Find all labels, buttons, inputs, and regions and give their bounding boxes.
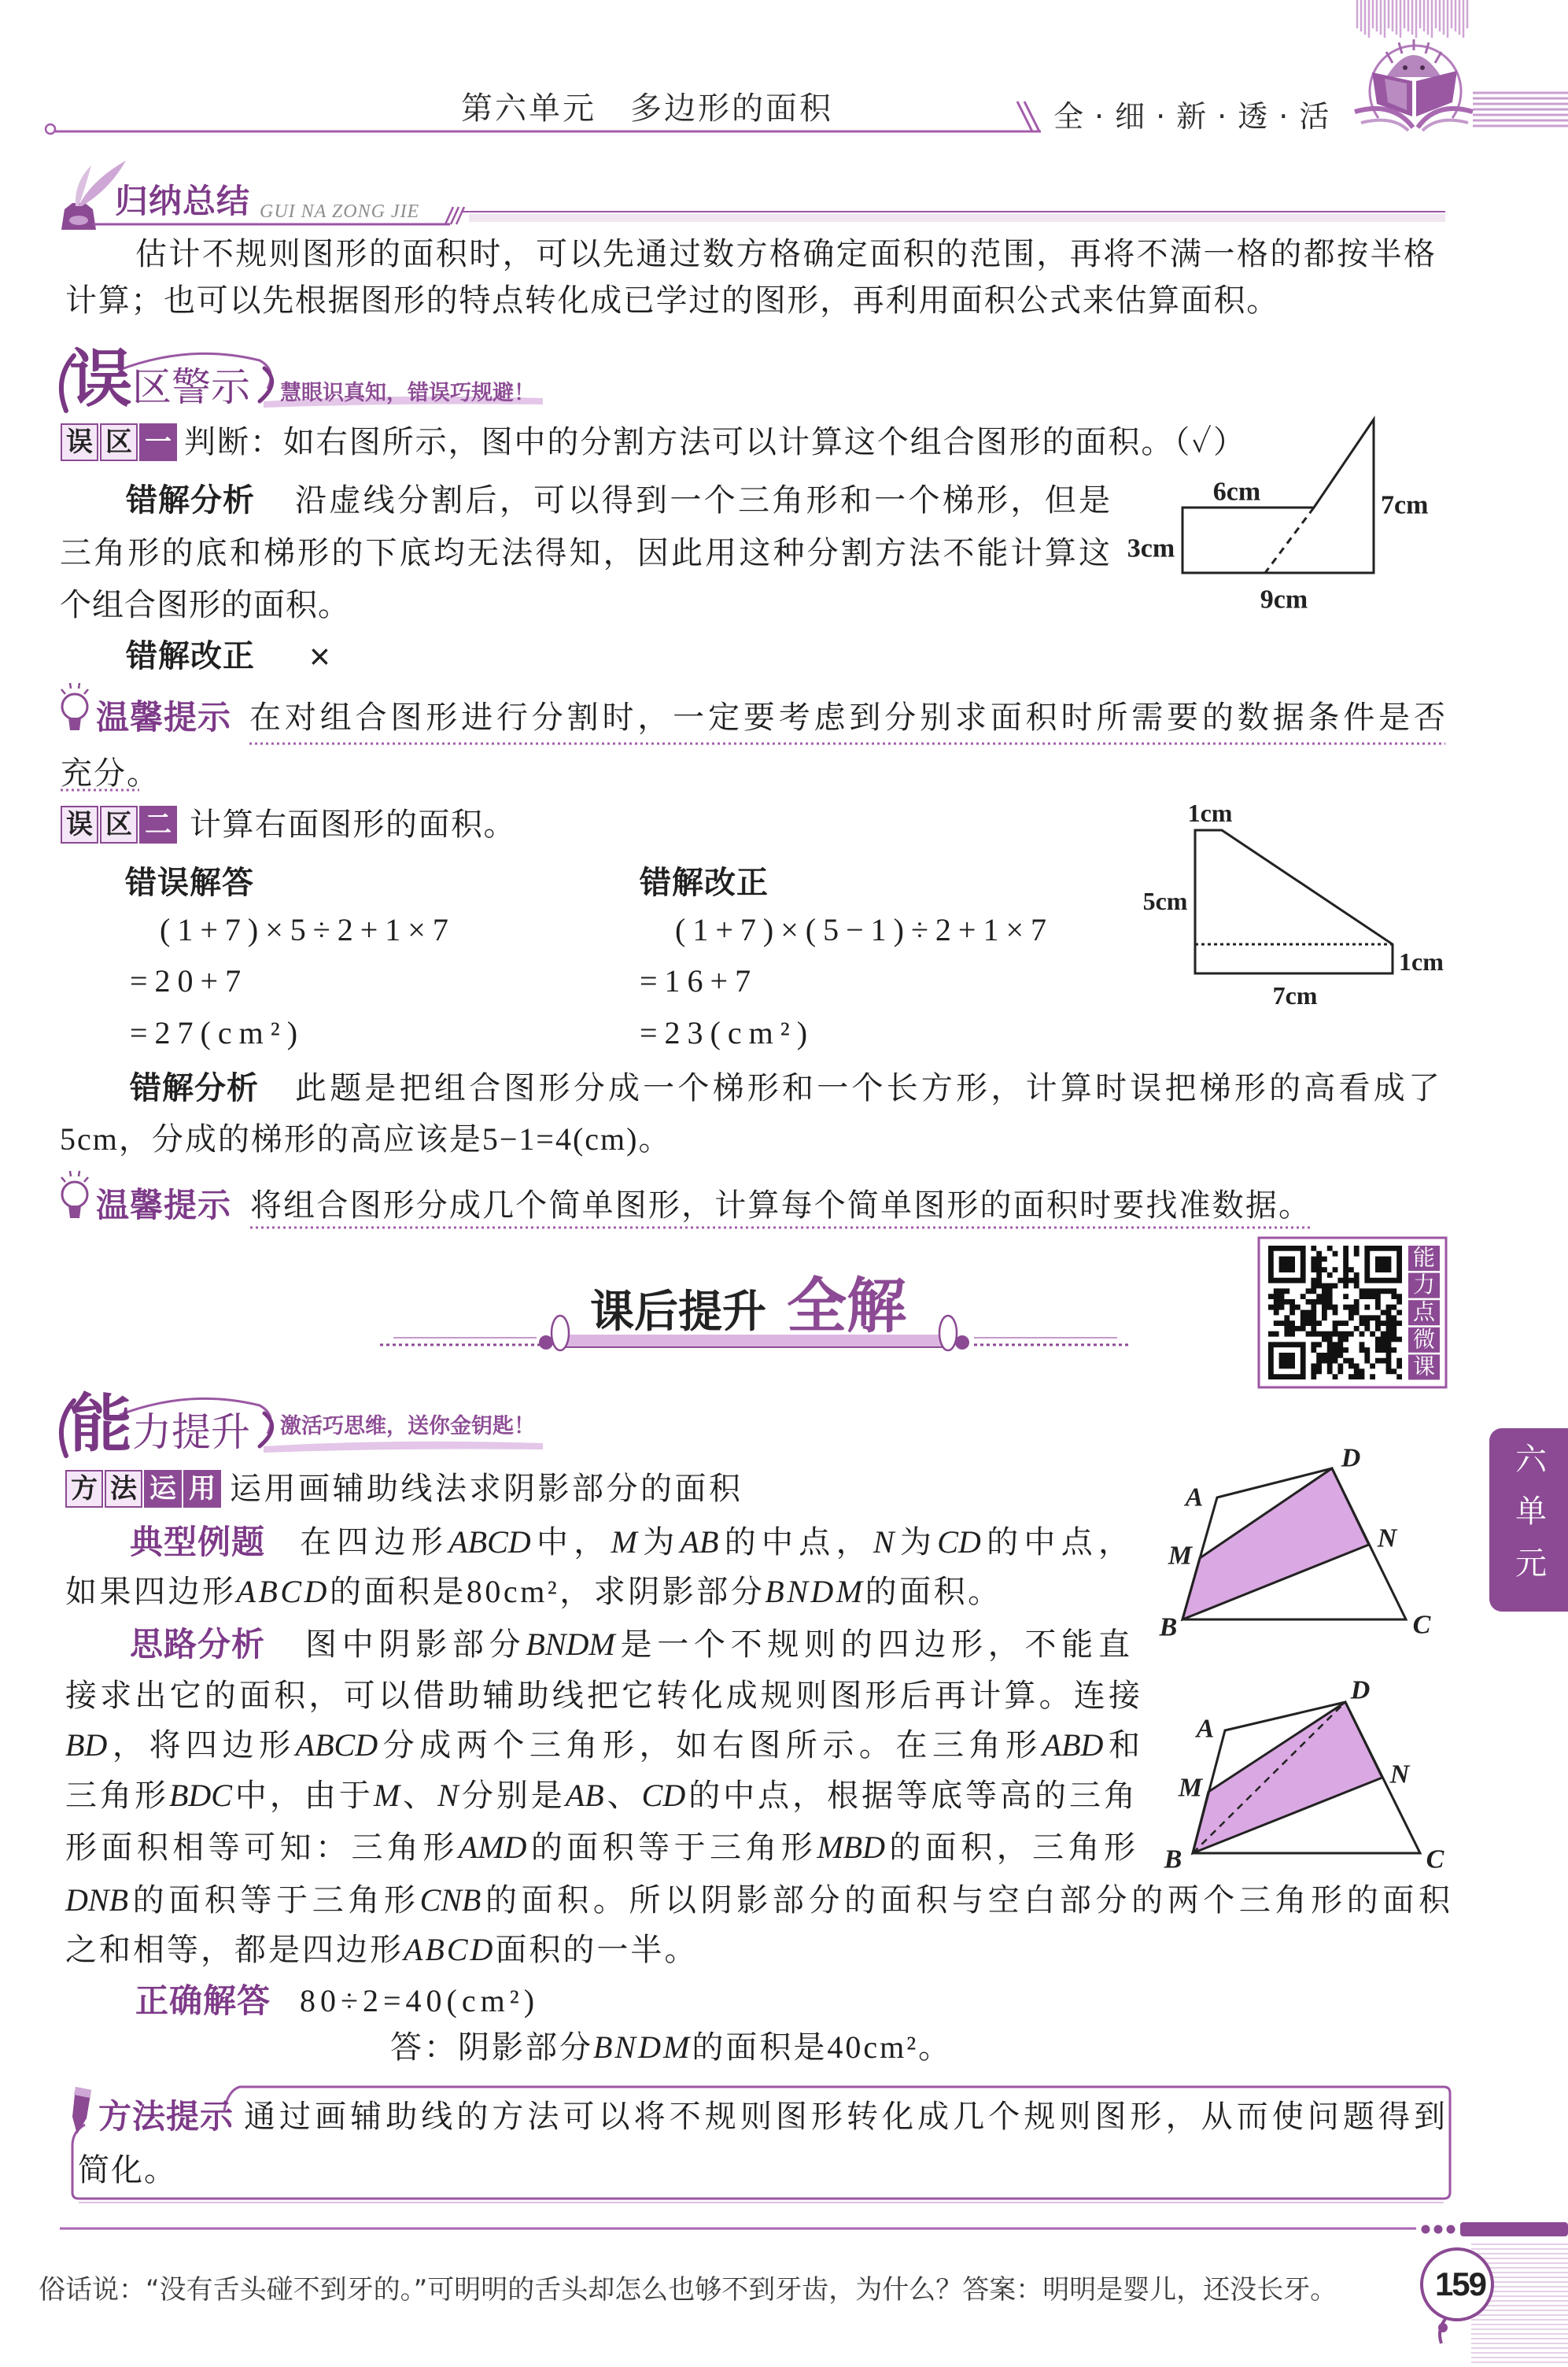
math-variable: ABCD	[404, 1932, 496, 1967]
mistake-1-analysis-line: 沿虚线分割后，可以得到一个三角形和一个梯形，但是	[295, 482, 1110, 518]
analysis-line: 图中阴影部分BNDM是一个不规则的四边形，不能直	[305, 1627, 1131, 1662]
math-variable: N	[873, 1524, 895, 1560]
mistake-2-analysis-label: 错解分析	[130, 1070, 259, 1106]
example-label: 典型例题	[130, 1523, 266, 1561]
label-box: 一	[139, 423, 177, 461]
mistake-1-analysis-line: 三角形的底和梯形的下底均无法得知，因此用这种分割方法不能计算这	[60, 535, 1110, 571]
answer-conclusion: 答：阴影部分BNDM的面积是40cm²。	[390, 2029, 953, 2065]
figure-2-label-bottom: 7cm	[1272, 981, 1318, 1010]
label-box: 区	[100, 806, 138, 844]
math-variable: ABD	[1042, 1727, 1104, 1763]
hedgehog-book-logo-icon	[1355, 39, 1473, 131]
figure-1-label-left: 3cm	[1127, 534, 1175, 563]
math-variable: BNDM	[765, 1574, 865, 1609]
math-variable: AMD	[458, 1830, 527, 1865]
qr-label-char: 能	[1412, 1246, 1436, 1271]
math-variable: ABCD	[295, 1727, 378, 1763]
footer-dot	[1422, 2225, 1430, 2234]
math-variable: M	[373, 1778, 400, 1813]
mistake-2-analysis-line: 5cm，分成的梯形的高应该是5−1=4(cm)。	[60, 1121, 672, 1157]
quadrilateral-figure-4	[1164, 1676, 1444, 1874]
mistake-1-question: 判断：如右图所示，图中的分割方法可以计算这个组合图形的面积。（✓）	[184, 424, 1245, 460]
tip-1-line: 在对组合图形进行分割时，一定要考虑到分别求面积时所需要的数据条件是否	[249, 700, 1445, 735]
math-variable: ABCD	[236, 1574, 330, 1609]
label-box: 法	[105, 1470, 142, 1508]
footer-bar	[1460, 2222, 1568, 2236]
section-title-ability: 能力提升	[69, 1387, 250, 1460]
method-tip-label: 方法提示	[98, 2097, 234, 2136]
mistake-1-correction-mark: ×	[309, 636, 330, 677]
corrected-solution-label: 错解改正	[640, 865, 769, 901]
method-tip-line: 通过画辅助线的方法可以将不规则图形转化成几个规则图形，从而使问题得到	[244, 2099, 1445, 2134]
unit-side-tab-label: 六单元	[1510, 1442, 1547, 1598]
summary-line: 估计不规则图形的面积时，可以先通过数方格确定面积的范围，再将不满一格的都按半格	[135, 236, 1435, 271]
corrected-solution-step: (1+7)×(5−1)÷2+1×7	[675, 912, 1054, 947]
series-slogan: 全·细·新·透·活	[1053, 99, 1341, 134]
footer-dot	[1434, 2225, 1443, 2234]
tip-2-line: 将组合图形分成几个简单图形，计算每个简单图形的面积时要找准数据。	[250, 1187, 1310, 1223]
page-number-tail-dot	[1438, 2323, 1448, 2332]
banner-title: 课后提升	[590, 1287, 766, 1338]
figure-3-label-n: N	[1377, 1523, 1397, 1553]
chapter-title: 第六单元 多边形的面积	[461, 90, 833, 127]
figure-4-label-n: N	[1389, 1760, 1410, 1789]
math-variable: MBD	[817, 1830, 885, 1865]
figure-4-label-b: B	[1164, 1844, 1182, 1874]
footer-dot	[1447, 2225, 1455, 2234]
label-box: 二	[139, 806, 177, 844]
math-variable: CD	[641, 1778, 686, 1813]
header-stripes-decoration	[1357, 0, 1467, 38]
mistake-2-question: 计算右面图形的面积。	[190, 807, 516, 842]
page-number: 159	[1434, 2265, 1486, 2302]
figure-3-label-a: A	[1185, 1483, 1204, 1512]
lightbulb-icon	[61, 1171, 88, 1218]
label-box: 误	[61, 423, 98, 461]
math-variable: BNDM	[526, 1627, 615, 1662]
figure-4-shaded-bndm	[1193, 1702, 1382, 1853]
math-variable: CNB	[419, 1882, 481, 1918]
qr-code-block	[1259, 1238, 1446, 1387]
figure-3-shaded-bndm	[1182, 1468, 1369, 1619]
qr-label-char: 课	[1412, 1354, 1436, 1379]
mistake-2-analysis-line: 此题是把组合图形分成一个梯形和一个长方形，计算时误把梯形的高看成了	[295, 1070, 1440, 1106]
figure-1-dashed-split	[1265, 508, 1314, 573]
method-tip-line: 简化。	[78, 2152, 177, 2188]
analysis-line: BD，将四边形ABCD分成两个三角形，如右图所示。在三角形ABD和	[65, 1727, 1141, 1763]
section-title-mistakes: 误区警示	[69, 342, 250, 415]
wrong-solution-step: (1+7)×5÷2+1×7	[160, 912, 456, 947]
lightbulb-icon	[61, 683, 88, 730]
corrected-solution-step: =23(cm²)	[640, 1015, 815, 1051]
qr-label-char: 微	[1412, 1328, 1436, 1353]
analysis-line: 形面积相等可知：三角形AMD的面积等于三角形MBD的面积，三角形	[65, 1830, 1136, 1865]
tip-1-label: 温馨提示	[96, 698, 232, 737]
figure-3-label-d: D	[1341, 1443, 1361, 1473]
label-box: 误	[61, 806, 98, 844]
math-variable: BNDM	[593, 2029, 692, 2065]
mistake-1-label	[61, 423, 177, 461]
method-topic: 运用画辅助线法求阴影部分的面积	[230, 1471, 743, 1506]
section-subtitle-mistakes: 慧眼识真知，错误巧规避！	[280, 381, 535, 405]
math-variable: ABCD	[448, 1524, 531, 1560]
section-subtitle-ability: 激活巧思维，送你金钥匙！	[280, 1414, 535, 1438]
composite-figure-2	[1143, 799, 1444, 1010]
header-slash	[1024, 102, 1039, 131]
figure-4-label-d: D	[1350, 1675, 1371, 1705]
summary-line: 计算；也可以先根据图形的特点转化成已学过的图形，再利用面积公式来估算面积。	[65, 282, 1279, 318]
figure-2-outline	[1195, 830, 1393, 973]
mistake-1-correction-label: 错解改正	[126, 638, 255, 674]
wrong-solution-label: 错误解答	[125, 865, 254, 901]
header-side-stripes-decoration	[1473, 93, 1568, 126]
section-title-summary-pinyin: GUI NA ZONG JIE	[260, 201, 420, 222]
figure-2-label-top: 1cm	[1187, 799, 1233, 827]
section-title-summary: 归纳总结	[115, 182, 251, 220]
label-box: 方	[65, 1470, 103, 1508]
math-variable: BD	[65, 1727, 108, 1763]
figure-2-label-right: 1cm	[1399, 947, 1444, 976]
math-variable: CD	[937, 1524, 981, 1560]
analysis-label: 思路分析	[130, 1625, 266, 1664]
figure-2-label-left: 5cm	[1142, 887, 1188, 915]
answer-formula: 80÷2=40(cm²)	[300, 1983, 540, 2018]
math-variable: BDC	[168, 1778, 232, 1813]
label-box: 运	[144, 1470, 182, 1508]
analysis-line: DNB的面积等于三角形CNB的面积。所以阴影部分的面积与空白部分的两个三角形的面积	[65, 1882, 1451, 1918]
math-variable: N	[437, 1778, 459, 1813]
header-slash	[1017, 102, 1032, 131]
answer-label: 正确解答	[135, 1981, 271, 2020]
math-variable: M	[611, 1524, 637, 1560]
label-box: 用	[183, 1470, 221, 1508]
qr-label-char: 力	[1412, 1273, 1436, 1298]
figure-1-label-bottom: 9cm	[1260, 585, 1308, 615]
figure-4-label-m: M	[1178, 1773, 1203, 1803]
wrong-solution-step: =20+7	[130, 963, 249, 999]
mistake-1-analysis-line: 个组合图形的面积。	[60, 587, 350, 622]
math-variable: AB	[680, 1524, 719, 1560]
figure-3-label-b: B	[1159, 1612, 1178, 1642]
label-box: 区	[100, 423, 138, 461]
figure-1-label-right: 7cm	[1381, 490, 1429, 520]
corrected-solution-step: =16+7	[640, 963, 758, 999]
mistake-2-label	[61, 806, 177, 844]
mistake-1-analysis-label: 错解分析	[126, 482, 255, 519]
tip-2-label: 温馨提示	[96, 1186, 232, 1224]
figure-1-label-top: 6cm	[1212, 477, 1261, 507]
example-line: 如果四边形ABCD的面积是80cm²，求阴影部分BNDM的面积。	[65, 1574, 1002, 1609]
example-line: 在四边形ABCD中，M为AB的中点，N为CD的中点，	[300, 1524, 1131, 1560]
summary-dotted-band	[469, 214, 1445, 222]
figure-4-label-a: A	[1196, 1714, 1215, 1744]
wrong-solution-step: =27(cm²)	[130, 1015, 305, 1051]
figure-3-label-m: M	[1168, 1541, 1193, 1571]
math-variable: DNB	[65, 1882, 128, 1918]
analysis-line: 接求出它的面积，可以借助辅助线把它转化成规则图形后再计算。连接	[65, 1678, 1140, 1713]
quadrilateral-figure-3	[1159, 1444, 1431, 1642]
analysis-line: 三角形BDC中，由于M、N分别是AB、CD的中点，根据等底等高的三角	[65, 1778, 1136, 1813]
banner-title-highlight: 全解	[787, 1271, 906, 1341]
tip-1-line: 充分。	[61, 755, 160, 791]
header-rule-end-dot	[46, 124, 55, 134]
qr-label-char: 点	[1412, 1300, 1436, 1325]
math-variable: AB	[565, 1778, 604, 1813]
method-label	[65, 1470, 221, 1508]
footer-riddle: 俗话说：“没有舌头碰不到牙的。”可明明的舌头却怎么也够不到牙齿，为什么？答案：明明是婴儿，还没长牙。	[39, 2274, 1337, 2306]
figure-3-label-c: C	[1412, 1610, 1431, 1640]
figure-4-label-c: C	[1426, 1844, 1444, 1874]
analysis-line: 之和相等，都是四边形ABCD面积的一半。	[65, 1932, 699, 1967]
unit-side-tab	[1489, 1428, 1568, 1612]
